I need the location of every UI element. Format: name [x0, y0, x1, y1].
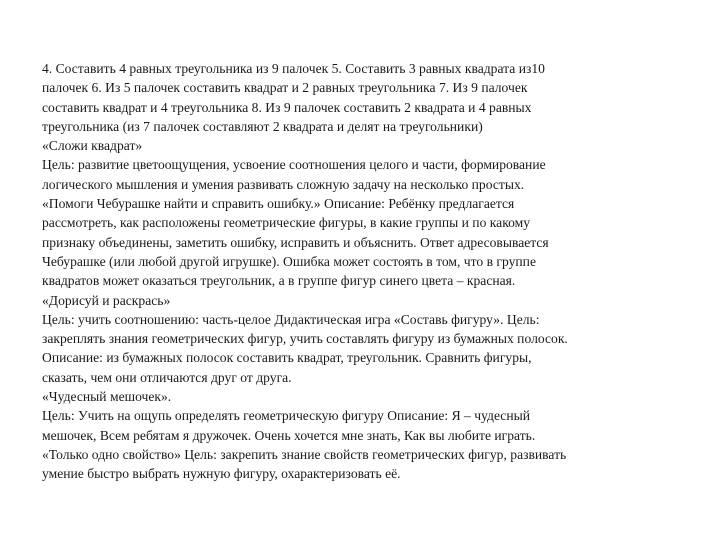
text-line: квадратов может оказаться треугольник, а в группе фигур синего цвета – красная.	[42, 273, 516, 289]
text-line: Цель: Учить на ощупь определять геометрическую фигуру Описание: Я – чудесный	[42, 408, 531, 424]
heading-pomogi-cheburashke: «Помоги Чебурашке найти и справить ошибку.» Описание: Ребёнку предлагается	[42, 196, 515, 212]
text-line: составить квадрат и 4 треугольника 8. Из 9 палочек составить 2 квадрата и 4 равных	[42, 99, 532, 115]
body-text	[42, 59, 682, 484]
heading-chudesny-meshochek: «Чудесный мешочек».	[42, 389, 172, 405]
text-line: рассмотреть, как расположены геометрические фигуры, в какие группы и по какому	[42, 215, 531, 231]
text-line: треугольника (из 7 палочек составляют 2 квадрата и делят на треугольники)	[42, 118, 483, 134]
text-line: Цель: развитие цветоощущения, усвоение соотношения целого и части, формирование	[42, 157, 546, 173]
text-line: сказать, чем они отличаются друг от друга.	[42, 369, 292, 385]
text-line: Цель: учить соотношению: часть-целое Дидактическая игра «Составь фигуру». Цель:	[42, 311, 540, 327]
text-line: логического мышления и умения развивать сложную задачу на несколько простых.	[42, 176, 525, 192]
text-line: мешочек, Всем ребятам я дружочек. Очень хочется мне знать, Как вы любите играть.	[42, 427, 536, 443]
text-line: Описание: из бумажных полосок составить квадрат, треугольник. Сравнить фигуры,	[42, 350, 532, 366]
text-line: закреплять знания геометрических фигур, учить составлять фигуру из бумажных полосок.	[42, 331, 568, 347]
text-line: «Только одно свойство» Цель: закрепить знание свойств геометрических фигур, развивать	[42, 446, 567, 462]
text-line: палочек 6. Из 5 палочек составить квадрат и 2 равных треугольника 7. Из 9 палочек	[42, 80, 528, 96]
heading-slozhi-kvadrat: «Сложи квадрат»	[42, 138, 143, 154]
text-line: умение быстро выбрать нужную фигуру, охарактеризовать её.	[42, 466, 401, 482]
text-line: 4. Составить 4 равных треугольника из 9 палочек 5. Составить 3 равных квадрата из10	[42, 61, 545, 76]
text-line: признаку объединены, заметить ошибку, исправить и объяснить. Ответ адресовывается	[42, 234, 549, 250]
text-line: Чебурашке (или любой другой игрушке). Ошибка может состоять в том, что в группе	[42, 253, 536, 269]
heading-dorisui-i-raskras: «Дорисуй и раскрась»	[42, 292, 171, 308]
